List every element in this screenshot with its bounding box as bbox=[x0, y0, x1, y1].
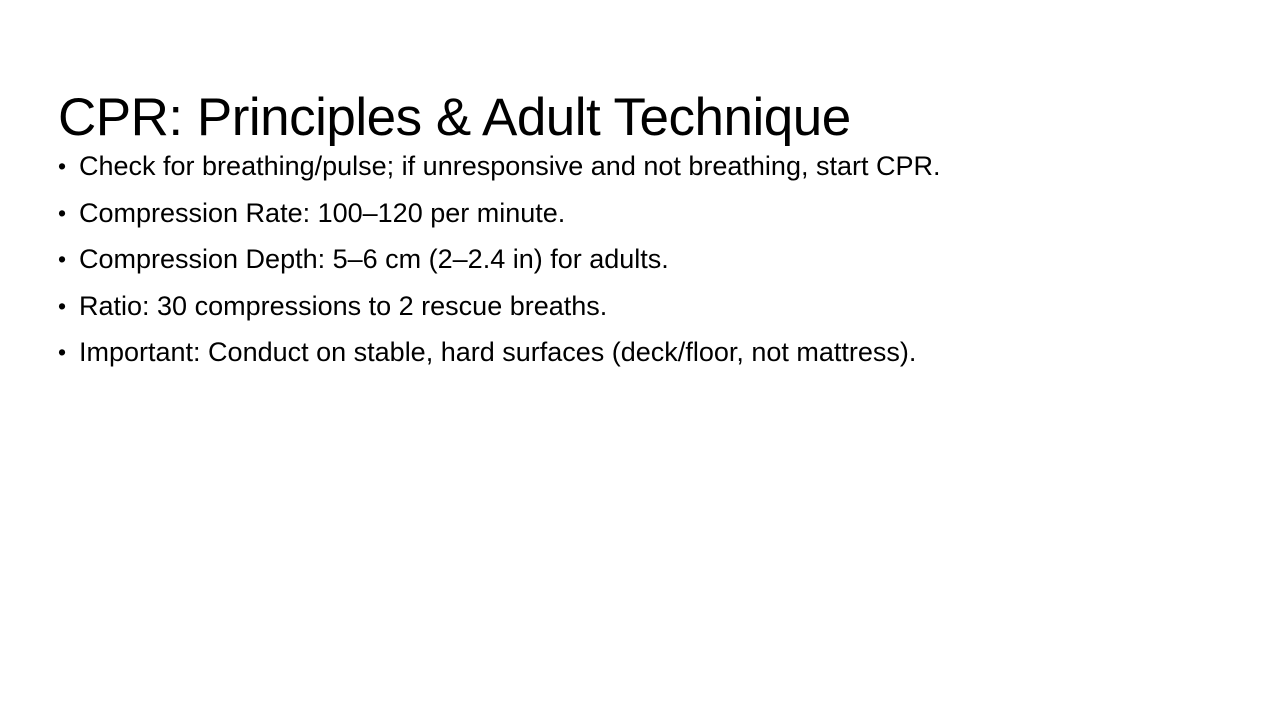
list-item bbox=[58, 190, 1238, 237]
bullet-point-icon: • bbox=[58, 246, 67, 272]
list-item-text: Check for breathing/pulse; if unresponsive and not breathing, start CPR. bbox=[79, 151, 941, 181]
bullet-point-icon: • bbox=[58, 339, 67, 365]
list-item bbox=[58, 143, 1238, 190]
bullet-point-icon: • bbox=[58, 153, 67, 179]
list-item bbox=[58, 283, 1238, 330]
bullet-point-icon: • bbox=[58, 199, 67, 226]
list-item-text: Compression Rate: 100–120 per minute. bbox=[79, 197, 566, 228]
list-item-text: Compression Depth: 5–6 cm (2–2.4 in) for adults. bbox=[79, 244, 669, 274]
bullet-point-icon: • bbox=[58, 292, 67, 319]
list-item bbox=[58, 236, 1238, 283]
list-item-text: Important: Conduct on stable, hard surfaces (deck/floor, not mattress). bbox=[79, 337, 917, 367]
page-title: CPR: Principles & Adult Technique bbox=[58, 87, 851, 147]
list-item bbox=[58, 329, 1238, 376]
bullet-list bbox=[58, 143, 1238, 376]
list-item-text: Ratio: 30 compressions to 2 rescue breaths. bbox=[79, 290, 608, 321]
